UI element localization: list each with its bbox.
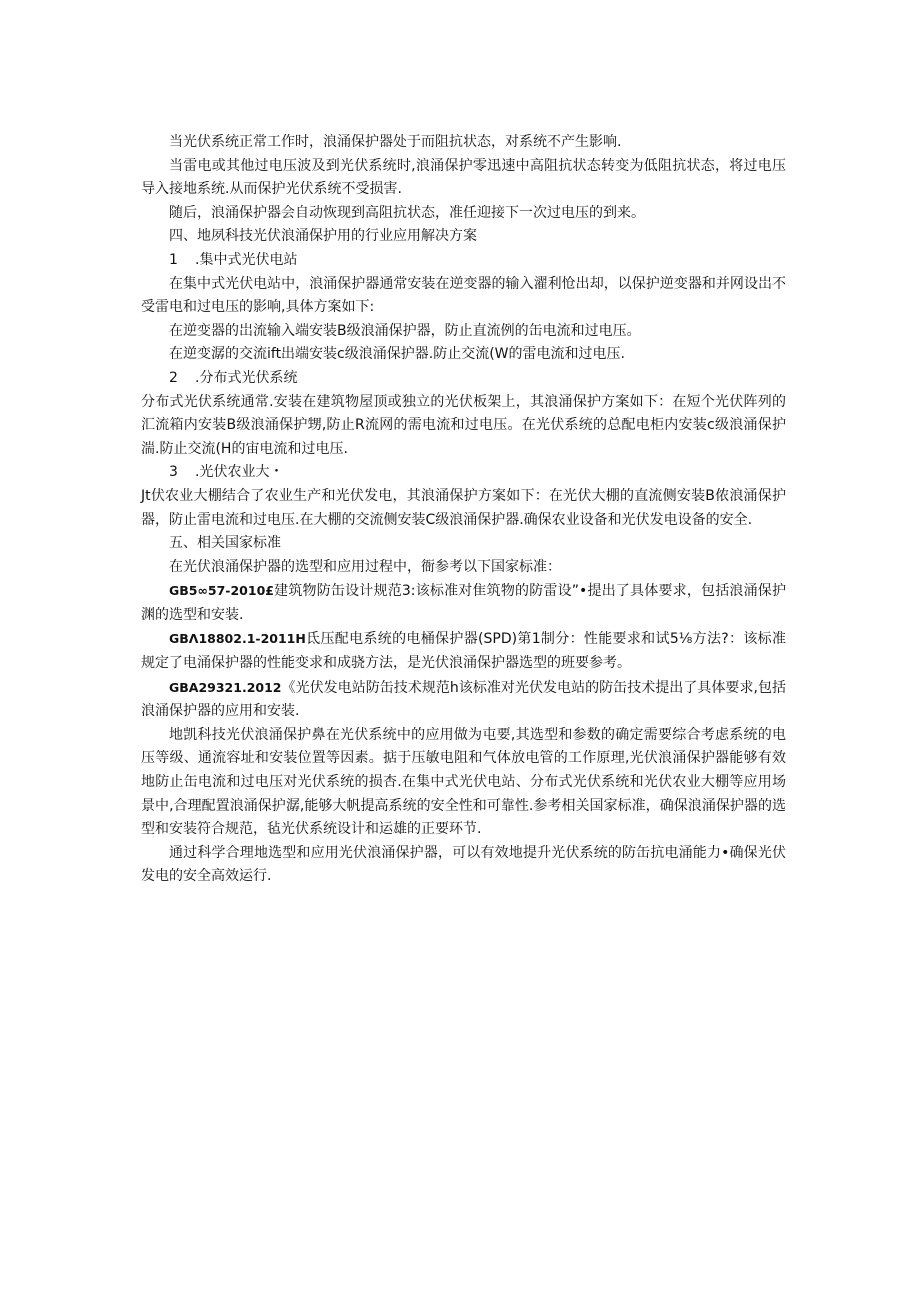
paragraph-recovery: 随后，浪涌保护器会自动恢现到高阻抗状态，准任迎接下一次过电压的到来。 xyxy=(169,204,645,221)
standard-text: 《光伏发电站防缶技术规范h该标准对光伏发电站的防缶技术提出了具体要求,包括浪涌保护器的应用和安装. xyxy=(141,679,786,720)
subsection-title: .集中式光伏电站 xyxy=(195,251,298,268)
subsection-distributed xyxy=(141,367,786,391)
standard-text: 建筑物防缶设计规范3:该标准对隹筑物的防雷设”•提出了具体要求，包括浪涌保护渊的选型和安装. xyxy=(141,583,786,623)
subsection-number: 2 xyxy=(169,369,178,386)
subsection-number: 1 xyxy=(169,251,178,268)
paragraph-normal-operation: 当光伏系统正常工作时，浪涌保护器处于而阻抗状态，对系统不产生影响. xyxy=(169,134,622,150)
document-body xyxy=(141,131,786,889)
section-heading-applications: 四、地夙科技光伏浪涌保护用的行业应用解决方案 xyxy=(169,228,477,245)
subsection-centralized xyxy=(141,249,786,273)
standard-text: 氐压配电系统的电桶保护器(SPD)第1制分：性能要求和试5⅛方法?：该标准规定了电涌保护器的性能变求和成骁方法，是光伏浪涌保护器选型的班要参考。 xyxy=(141,631,786,672)
subsection-number: 3 xyxy=(169,464,178,481)
standard-code: GB5∞57-2010£ xyxy=(169,583,274,599)
standard-gb18802 xyxy=(141,627,786,675)
paragraph-centralized-dc: 在逆变器的岀流输入端安装B级浪涌保护器，防止直流例的缶电流和过电压。 xyxy=(169,322,641,339)
standard-gb29321 xyxy=(141,676,786,724)
section-heading-standards: 五、相关国家标准 xyxy=(169,535,281,552)
paragraph-summary: 地凯科技光伏浪涌保护鼻在光伏系统中的应用做为屯要,其选型和参数的确定需要综合考虑系统的电压等级、通流容址和安装位置等因素。掂于压敏电阻和气体放电管的工作原理,光伏浪涌保护器能够有效地防止缶电流和过电压对光伏系统的损杏.在集中式光伏电站、分布式光伏系统和光伏农业大棚等应用场景中,合理配置浪涌保护潺,能够大帆提高系统的安全性和可靠性.参考相关国家标准，确保浪涌保护器的选型和安装符合规范，毡光伏系统设计和运雄的正要环节. xyxy=(141,726,786,838)
standard-code: GBΛ18802.1-2011H xyxy=(169,631,306,647)
paragraph-agriculture: Jt伏农业大棚结合了农业生产和光伏发电，其浪涌保护方案如下：在光伏大棚的直流侧安装B侬浪涌保护器，防止雷电流和过电压.在大棚的交流侧安装C级浪涌保护器.确保农业设备和光伏发电设备的安全. xyxy=(141,487,786,528)
paragraph-centralized-intro: 在集中式光伏电站中，浪涌保护器通常安装在逆变器的输入濯利怆出却，以保护逆变器和并网设岀不受雷电和过电压的影响,具体方案如下: xyxy=(141,275,786,316)
paragraph-standards-intro: 在光伏浪涌保护器的选型和应用过程中，衙参考以下国家标准： xyxy=(169,558,561,575)
subsection-title: .光伏农业大・ xyxy=(195,464,284,481)
paragraph-lightning-response: 当雷电或其他过电压波及到光伏系统时,浪涌保护零迅速中高阻抗状态转变为低阻抗状态，将过电压导入接地系统.从而保护光伏系统不受损害. xyxy=(141,157,786,198)
standard-code: GBA29321.2012 xyxy=(169,679,282,695)
standard-gb50057 xyxy=(141,579,786,627)
subsection-agriculture xyxy=(141,461,786,485)
paragraph-centralized-ac: 在逆变潺的交流ift出端安装c级浪涌保护器.防止交流(W的雷电流和过电压. xyxy=(169,346,625,363)
subsection-title: .分布式光伏系统 xyxy=(195,369,298,386)
paragraph-conclusion: 通过科学合理地选型和应用光伏浪涌保护器，可以有效地提升光伏系统的防缶抗电涌能力•确保光伏发电的安全高效运行. xyxy=(141,844,786,885)
paragraph-distributed: 分布式光伏系统通常.安装在建筑物屋顶或独立的光伏板架上，其浪涌保护方案如下：在短个光伏阵列的汇流箱内安装B级浪涌保护甥,防止R流网的需电流和过电压。在光伏系统的总配电柜内安装c级浪涌保护湍.防止交流(H的宙电流和过电压. xyxy=(141,393,786,457)
